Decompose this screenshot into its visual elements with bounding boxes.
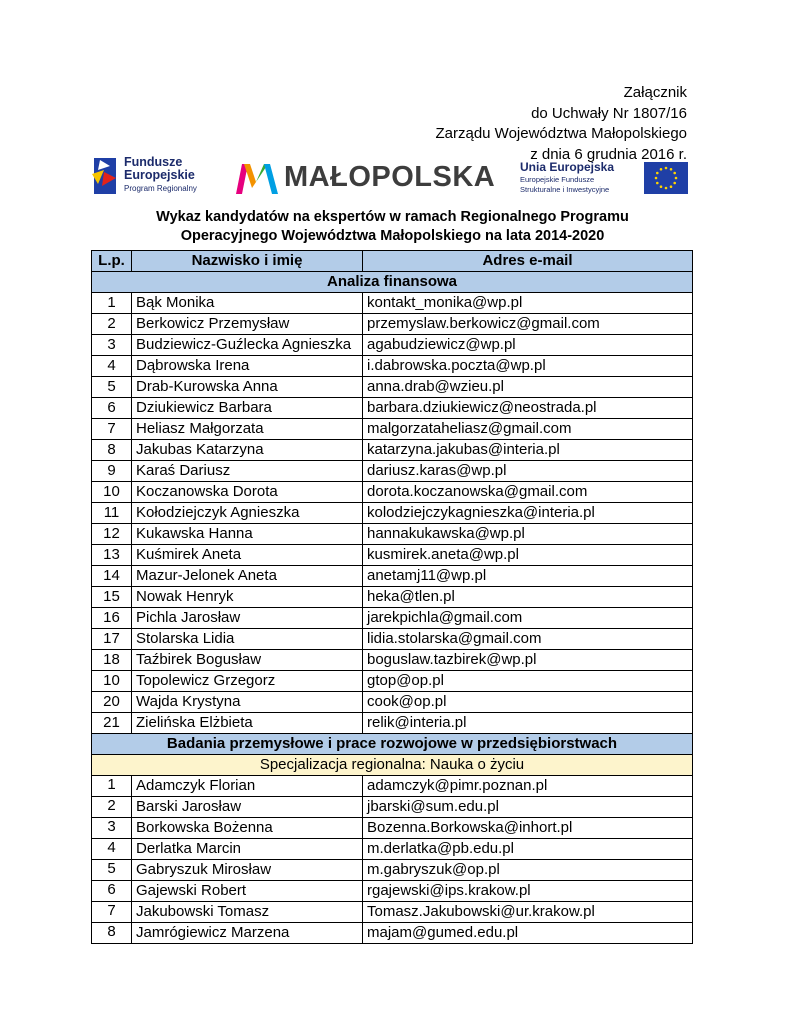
row-name: Drab-Kurowska Anna [132,377,363,398]
row-number: 10 [92,482,132,503]
row-name: Kukawska Hanna [132,524,363,545]
row-email: lidia.stolarska@gmail.com [363,629,693,650]
row-email: dariusz.karas@wp.pl [363,461,693,482]
row-number: 8 [92,440,132,461]
table-row [92,923,693,944]
title-line: Operacyjnego Województwa Małopolskiego na lata 2014-2020 [180,228,605,244]
header-lp: L.p. [92,251,132,272]
document-title [120,208,665,246]
row-email: gtop@op.pl [363,671,693,692]
row-email: majam@gumed.edu.pl [363,923,693,944]
row-email: kusmirek.aneta@wp.pl [363,545,693,566]
row-number: 7 [92,902,132,923]
row-email: relik@interia.pl [363,713,693,734]
row-number: 14 [92,566,132,587]
row-number: 15 [92,587,132,608]
fe-line3: Program Regionalny [124,184,197,193]
table-row [92,671,693,692]
row-number: 9 [92,461,132,482]
table-row [92,839,693,860]
header-name: Nazwisko i imię [132,251,363,272]
table-header-row [92,251,693,272]
row-email: m.gabryszuk@op.pl [363,860,693,881]
table-row [92,335,693,356]
row-name: Koczanowska Dorota [132,482,363,503]
row-email: przemyslaw.berkowicz@gmail.com [363,314,693,335]
row-name: Bąk Monika [132,293,363,314]
row-email: m.derlatka@pb.edu.pl [363,839,693,860]
row-name: Wajda Krystyna [132,692,363,713]
row-number: 18 [92,650,132,671]
row-name: Jakubowski Tomasz [132,902,363,923]
row-email: agabudziewicz@wp.pl [363,335,693,356]
row-name: Nowak Henryk [132,587,363,608]
row-name: Berkowicz Przemysław [132,314,363,335]
row-name: Pichla Jarosław [132,608,363,629]
row-name: Heliasz Małgorzata [132,419,363,440]
row-number: 1 [92,776,132,797]
row-number: 20 [92,692,132,713]
malopolska-logo [234,158,494,196]
row-email: anetamj11@wp.pl [363,566,693,587]
row-email: jarekpichla@gmail.com [363,608,693,629]
row-name: Topolewicz Grzegorz [132,671,363,692]
row-email: rgajewski@ips.krakow.pl [363,881,693,902]
table-row [92,440,693,461]
table-row [92,314,693,335]
table-row [92,398,693,419]
experts-table [91,250,693,944]
row-name: Gabryszuk Mirosław [132,860,363,881]
table-row [92,902,693,923]
row-number: 12 [92,524,132,545]
row-name: Kołodziejczyk Agnieszka [132,503,363,524]
row-email: barbara.dziukiewicz@neostrada.pl [363,398,693,419]
row-number: 6 [92,881,132,902]
table-row [92,587,693,608]
row-name: Barski Jarosław [132,797,363,818]
title-line: Wykaz kandydatów na ekspertów w ramach Regionalnego Programu [156,209,629,225]
row-email: malgorzataheliasz@gmail.com [363,419,693,440]
ue-line2: Europejskie Fundusze [520,174,595,184]
row-name: Taźbirek Bogusław [132,650,363,671]
row-number: 3 [92,335,132,356]
table-row [92,860,693,881]
table-row [92,629,693,650]
header-line: do Uchwały Nr 1807/16 [531,104,687,122]
row-number: 8 [92,923,132,944]
row-email: Tomasz.Jakubowski@ur.krakow.pl [363,902,693,923]
table-body [92,272,693,944]
row-name: Adamczyk Florian [132,776,363,797]
ue-line3: Strukturalne i Inwestycyjne [520,185,610,194]
row-email: dorota.koczanowska@gmail.com [363,482,693,503]
row-name: Zielińska Elżbieta [132,713,363,734]
ue-line1: Unia Europejska [520,160,615,174]
row-number: 7 [92,419,132,440]
section-header-row [92,734,693,755]
malopolska-m-icon [234,158,280,196]
table-row [92,713,693,734]
row-email: kontakt_monika@wp.pl [363,293,693,314]
row-number: 16 [92,608,132,629]
row-email: jbarski@sum.edu.pl [363,797,693,818]
row-email: heka@tlen.pl [363,587,693,608]
row-number: 3 [92,818,132,839]
row-email: cook@op.pl [363,692,693,713]
row-number: 2 [92,797,132,818]
row-number: 13 [92,545,132,566]
subsection-row [92,755,693,776]
header-email: Adres e-mail [363,251,693,272]
header-line: Załącznik [623,84,687,101]
logo-bar [90,152,690,202]
section-title: Badania przemysłowe i prace rozwojowe w przedsiębiorstwach [92,734,693,755]
row-number: 4 [92,839,132,860]
fe-line1: Fundusze [124,155,183,169]
fe-star-icon [90,154,122,198]
table-row [92,608,693,629]
header-line: Zarządu Województwa Małopolskiego [435,125,687,142]
row-email: adamczyk@pimr.poznan.pl [363,776,693,797]
row-name: Derlatka Marcin [132,839,363,860]
row-email: kolodziejczykagnieszka@interia.pl [363,503,693,524]
row-name: Dziukiewicz Barbara [132,398,363,419]
section-title: Analiza finansowa [92,272,693,293]
row-name: Stolarska Lidia [132,629,363,650]
table-row [92,566,693,587]
row-email: i.dabrowska.poczta@wp.pl [363,356,693,377]
row-name: Jakubas Katarzyna [132,440,363,461]
malopolska-wordmark: MAŁOPOLSKA [284,161,496,193]
row-number: 4 [92,356,132,377]
table-row [92,692,693,713]
table-row [92,650,693,671]
table-row [92,461,693,482]
table-row [92,881,693,902]
row-name: Budziewicz-Guźlecka Agnieszka [132,335,363,356]
row-name: Dąbrowska Irena [132,356,363,377]
table-row [92,293,693,314]
row-number: 17 [92,629,132,650]
section-header-row [92,272,693,293]
table-row [92,356,693,377]
row-name: Kuśmirek Aneta [132,545,363,566]
fundusze-europejskie-logo [90,154,220,200]
row-number: 11 [92,503,132,524]
row-number: 2 [92,314,132,335]
row-email: Bozenna.Borkowska@inhort.pl [363,818,693,839]
eu-flag-icon [644,162,688,194]
header-line: z dnia 6 grudnia 2016 r. [530,145,687,163]
row-number: 10 [92,671,132,692]
table-row [92,524,693,545]
table-row [92,377,693,398]
row-email: hannakukawska@wp.pl [363,524,693,545]
table-row [92,776,693,797]
table-row [92,419,693,440]
fe-line2: Europejskie [124,168,195,182]
table-row [92,482,693,503]
row-email: anna.drab@wzieu.pl [363,377,693,398]
row-name: Jamrógiewicz Marzena [132,923,363,944]
row-number: 5 [92,860,132,881]
table-row [92,818,693,839]
row-name: Gajewski Robert [132,881,363,902]
unia-europejska-logo [520,162,690,198]
row-name: Mazur-Jelonek Aneta [132,566,363,587]
row-number: 6 [92,398,132,419]
row-number: 21 [92,713,132,734]
row-number: 1 [92,293,132,314]
row-name: Karaś Dariusz [132,461,363,482]
subsection-title: Specjalizacja regionalna: Nauka o życiu [92,755,693,776]
row-email: boguslaw.tazbirek@wp.pl [363,650,693,671]
table-row [92,503,693,524]
row-email: katarzyna.jakubas@interia.pl [363,440,693,461]
table-row [92,545,693,566]
row-name: Borkowska Bożenna [132,818,363,839]
row-number: 5 [92,377,132,398]
table-row [92,797,693,818]
